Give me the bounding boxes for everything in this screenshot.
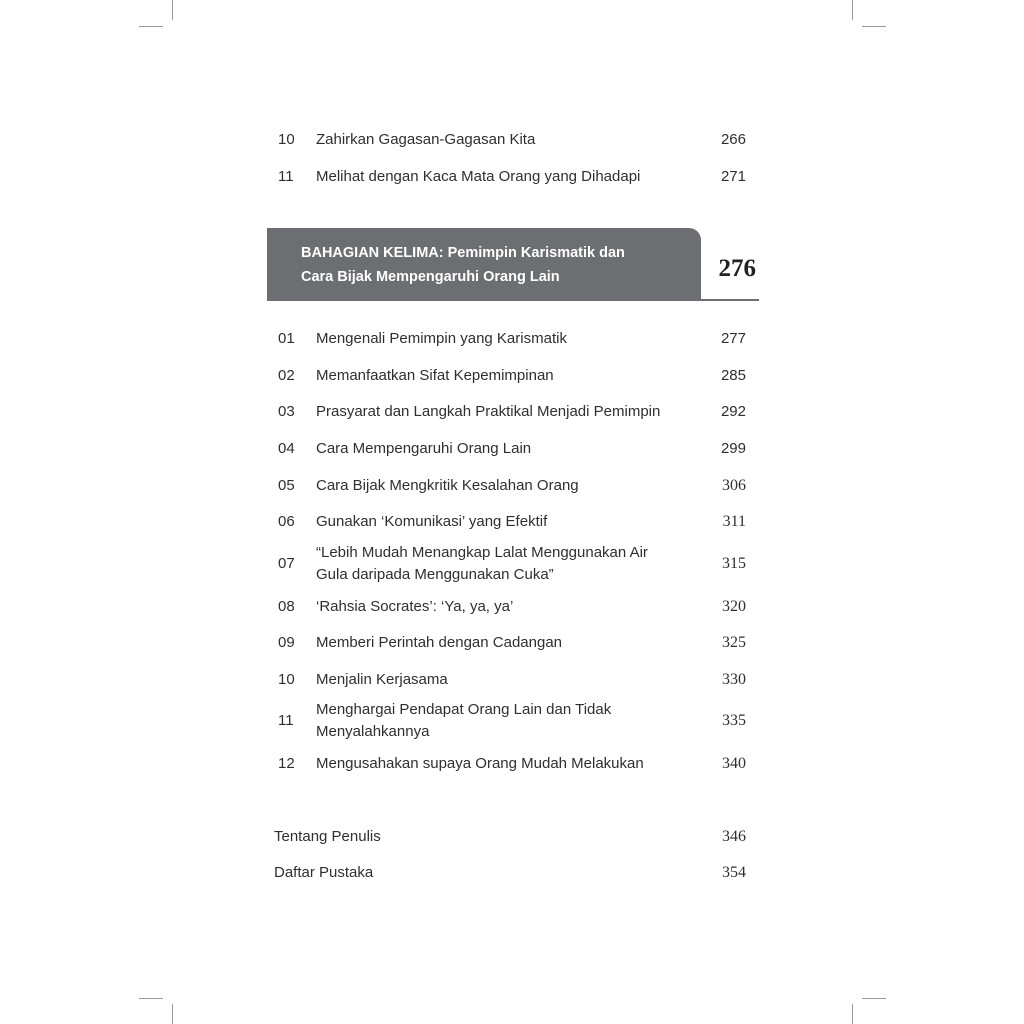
toc-entry-page: 292 — [720, 403, 746, 420]
toc-entry-title: ‘Rahsia Socrates’: ‘Ya, ya, ya’ — [316, 598, 514, 615]
toc-entry-page: 325 — [722, 634, 746, 651]
toc-entry-page: 330 — [722, 671, 746, 688]
toc-entry-title: Mengenali Pemimpin yang Karismatik — [316, 330, 567, 347]
toc-entry-number: 12 — [278, 755, 295, 772]
toc-entry[interactable] — [266, 753, 758, 775]
toc-entry-page: 299 — [720, 440, 746, 457]
section-rule — [701, 299, 759, 301]
toc-entry[interactable] — [266, 365, 758, 387]
toc-entry-page: 271 — [720, 168, 746, 185]
toc-entry-title: Cara Mempengaruhi Orang Lain — [316, 440, 532, 457]
toc-entry-page: 340 — [722, 755, 746, 772]
toc-entry-number: 10 — [278, 671, 295, 688]
section-title-line2: Cara Bijak Mempengaruhi Orang Lain — [301, 269, 560, 285]
toc-entry-title: Gunakan ‘Komunikasi’ yang Efektif — [316, 513, 548, 530]
toc-entry[interactable] — [266, 129, 758, 151]
toc-entry-page: 315 — [722, 555, 746, 572]
back-matter-entry[interactable] — [274, 826, 758, 848]
toc-entry-number: 03 — [278, 403, 295, 420]
toc-entry-page: 306 — [722, 477, 746, 494]
toc-entry-title: Cara Bijak Mengkritik Kesalahan Orang — [316, 477, 579, 494]
toc-entry-title: Memanfaatkan Sifat Kepemimpinan — [316, 367, 554, 384]
toc-entry-number: 11 — [278, 168, 294, 185]
toc-entry[interactable] — [266, 596, 758, 618]
toc-entry[interactable] — [266, 166, 758, 188]
toc-entry-title-line1: “Lebih Mudah Menangkap Lalat Menggunakan Air — [316, 544, 648, 561]
toc-entry-number: 08 — [278, 598, 295, 615]
toc-entry[interactable] — [266, 401, 758, 423]
back-matter-title: Daftar Pustaka — [274, 864, 374, 881]
toc-entry[interactable] — [266, 475, 758, 497]
back-matter-entry[interactable] — [274, 862, 758, 884]
toc-entry-title: Melihat dengan Kaca Mata Orang yang Dihadapi — [316, 168, 641, 185]
toc-entry-number: 07 — [278, 555, 295, 572]
toc-entry[interactable] — [266, 699, 758, 743]
toc-entry-number: 04 — [278, 440, 295, 457]
toc-entry-page: 335 — [722, 712, 746, 729]
back-matter-title: Tentang Penulis — [274, 828, 381, 845]
toc-entry-title-line2: Menyalahkannya — [316, 723, 430, 740]
toc-entry-title: Memberi Perintah dengan Cadangan — [316, 634, 562, 651]
toc-entry-title — [316, 542, 708, 586]
toc-entry[interactable] — [266, 542, 758, 586]
toc-entry-number: 11 — [278, 712, 294, 729]
toc-entry-number: 06 — [278, 513, 295, 530]
toc-entry-number: 10 — [278, 131, 295, 148]
toc-entry-number: 02 — [278, 367, 295, 384]
back-matter-page: 354 — [722, 864, 746, 881]
toc-entry-number: 05 — [278, 477, 295, 494]
toc-entry[interactable] — [266, 438, 758, 460]
toc-entry-number: 09 — [278, 634, 295, 651]
section-heading-banner[interactable] — [267, 228, 701, 301]
toc-entry-title — [316, 699, 708, 743]
toc-entry[interactable] — [266, 328, 758, 350]
toc-entry[interactable] — [266, 632, 758, 654]
toc-entry[interactable] — [266, 669, 758, 691]
section-page-number: 276 — [718, 255, 756, 282]
back-matter-page: 346 — [722, 828, 746, 845]
toc-entry-page: 277 — [720, 330, 746, 347]
toc-entry-page: 266 — [720, 131, 746, 148]
toc-entry-title-line2: Gula daripada Menggunakan Cuka” — [316, 566, 554, 583]
toc-entry-title: Mengusahakan supaya Orang Mudah Melakukan — [316, 755, 644, 772]
toc-entry-page: 320 — [722, 598, 746, 615]
toc-entry-title: Menjalin Kerjasama — [316, 671, 448, 688]
toc-entry-page: 285 — [720, 367, 746, 384]
toc-entry-number: 01 — [278, 330, 295, 347]
toc-entry-title-line1: Menghargai Pendapat Orang Lain dan Tidak — [316, 701, 612, 718]
section-title-line1: BAHAGIAN KELIMA: Pemimpin Karismatik dan — [301, 245, 625, 261]
toc-entry-title: Zahirkan Gagasan-Gagasan Kita — [316, 131, 536, 148]
toc-entry-title: Prasyarat dan Langkah Praktikal Menjadi Pemimpin — [316, 403, 661, 420]
toc-entry-page: 311 — [722, 513, 746, 530]
toc-entry[interactable] — [266, 511, 758, 533]
